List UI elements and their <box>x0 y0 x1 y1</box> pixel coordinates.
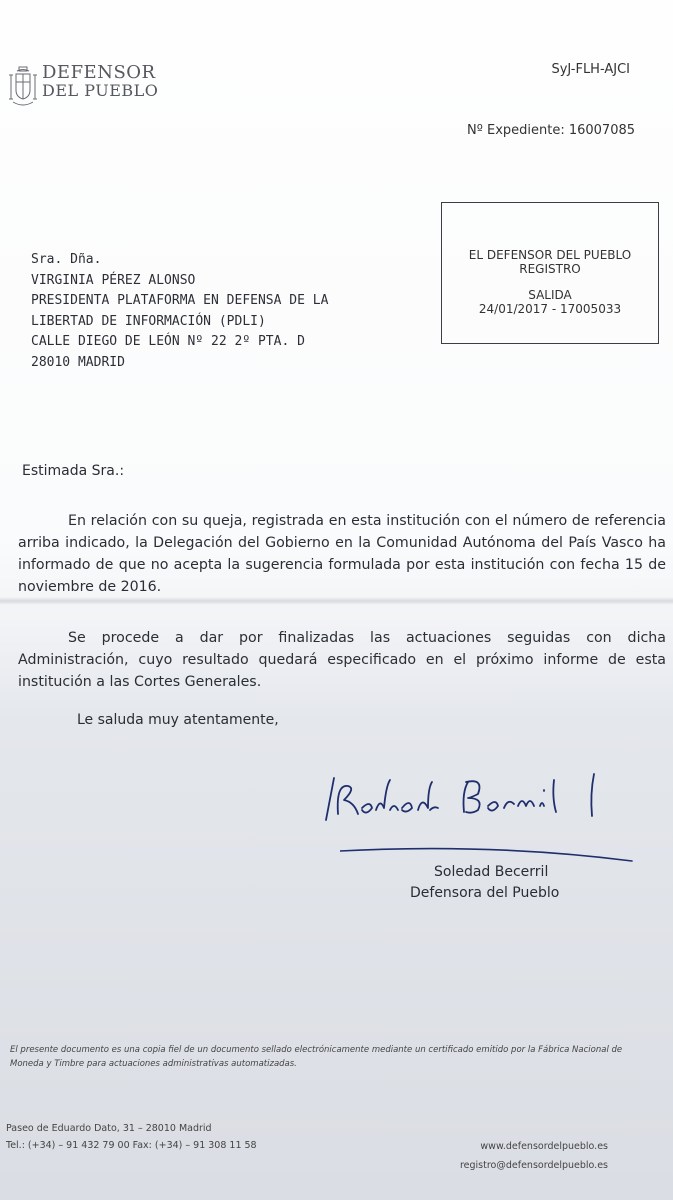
closing-line: Le saluda muy atentamente, <box>77 712 279 728</box>
address-line: LIBERTAD DE INFORMACIÓN (PDLI) <box>31 313 266 329</box>
address-line: 28010 MADRID <box>31 354 125 370</box>
file-number: Nº Expediente: 16007085 <box>467 123 636 138</box>
footer-phone: Tel.: (+34) – 91 432 79 00 Fax: (+34) – 91 308 11 58 <box>6 1140 257 1151</box>
org-line-1: DEFENSOR <box>42 62 156 83</box>
recipient-address <box>31 250 328 373</box>
org-line-2: DEL PUEBLO <box>42 81 159 100</box>
address-line: PRESIDENTA PLATAFORMA EN DEFENSA DE LA <box>31 293 329 308</box>
footer-web <box>460 1137 608 1175</box>
paper-fold <box>0 597 673 605</box>
paragraph-1-text: En relación con su queja, registrada en esta institución con el número de referencia arriba indicado, la Delegación del Gobierno en la Comunidad Autónoma del País Vasco ha informado de que no acepta la sugerencia formulada por esta institución con fecha 15 de noviembre de 2016. <box>18 513 666 595</box>
footer-legal-note: El presente documento es una copia fiel de un documento sellado electrónicamente mediante un certificado emitido por la Fábrica Nacional de Moneda y Timbre para actuaciones administrativas automatizadas. <box>10 1045 623 1069</box>
signer-block <box>410 862 559 904</box>
letterhead-logo <box>8 64 158 108</box>
body-paragraph-1 <box>18 510 666 598</box>
footer-address: Paseo de Eduardo Dato, 31 – 28010 Madrid <box>6 1123 212 1134</box>
coat-of-arms-icon <box>8 64 38 108</box>
address-line: Sra. Dña. <box>31 252 102 267</box>
signer-name: Soledad Becerril <box>434 864 549 880</box>
registry-stamp <box>441 202 659 344</box>
stamp-line-1: EL DEFENSOR DEL PUEBLO <box>468 248 632 262</box>
stamp-line-2: REGISTRO <box>519 262 581 276</box>
address-line: VIRGINIA PÉREZ ALONSO <box>31 272 196 288</box>
stamp-line-4: 24/01/2017 - 17005033 <box>478 302 622 316</box>
footer-contact <box>6 1120 257 1154</box>
paragraph-2-text: Se procede a dar por finalizadas las actuaciones seguidas con dicha Administración, cuyo resultado quedará especificado en el próximo informe de esta institución a las Cortes Generales. <box>18 630 666 690</box>
address-line: CALLE DIEGO DE LEÓN Nº 22 2º PTA. D <box>31 334 305 349</box>
handwritten-signature <box>318 770 618 830</box>
salutation: Estimada Sra.: <box>22 463 125 479</box>
body-paragraph-2 <box>18 627 666 693</box>
signer-title: Defensora del Pueblo <box>410 885 560 901</box>
reference-code: SyJ-FLH-AJCI <box>551 62 630 77</box>
footer-email[interactable]: registro@defensordelpueblo.es <box>459 1160 608 1171</box>
letterhead-org-name <box>42 64 158 100</box>
stamp-line-3: SALIDA <box>528 288 572 302</box>
footer-website[interactable]: www.defensordelpueblo.es <box>480 1141 608 1152</box>
